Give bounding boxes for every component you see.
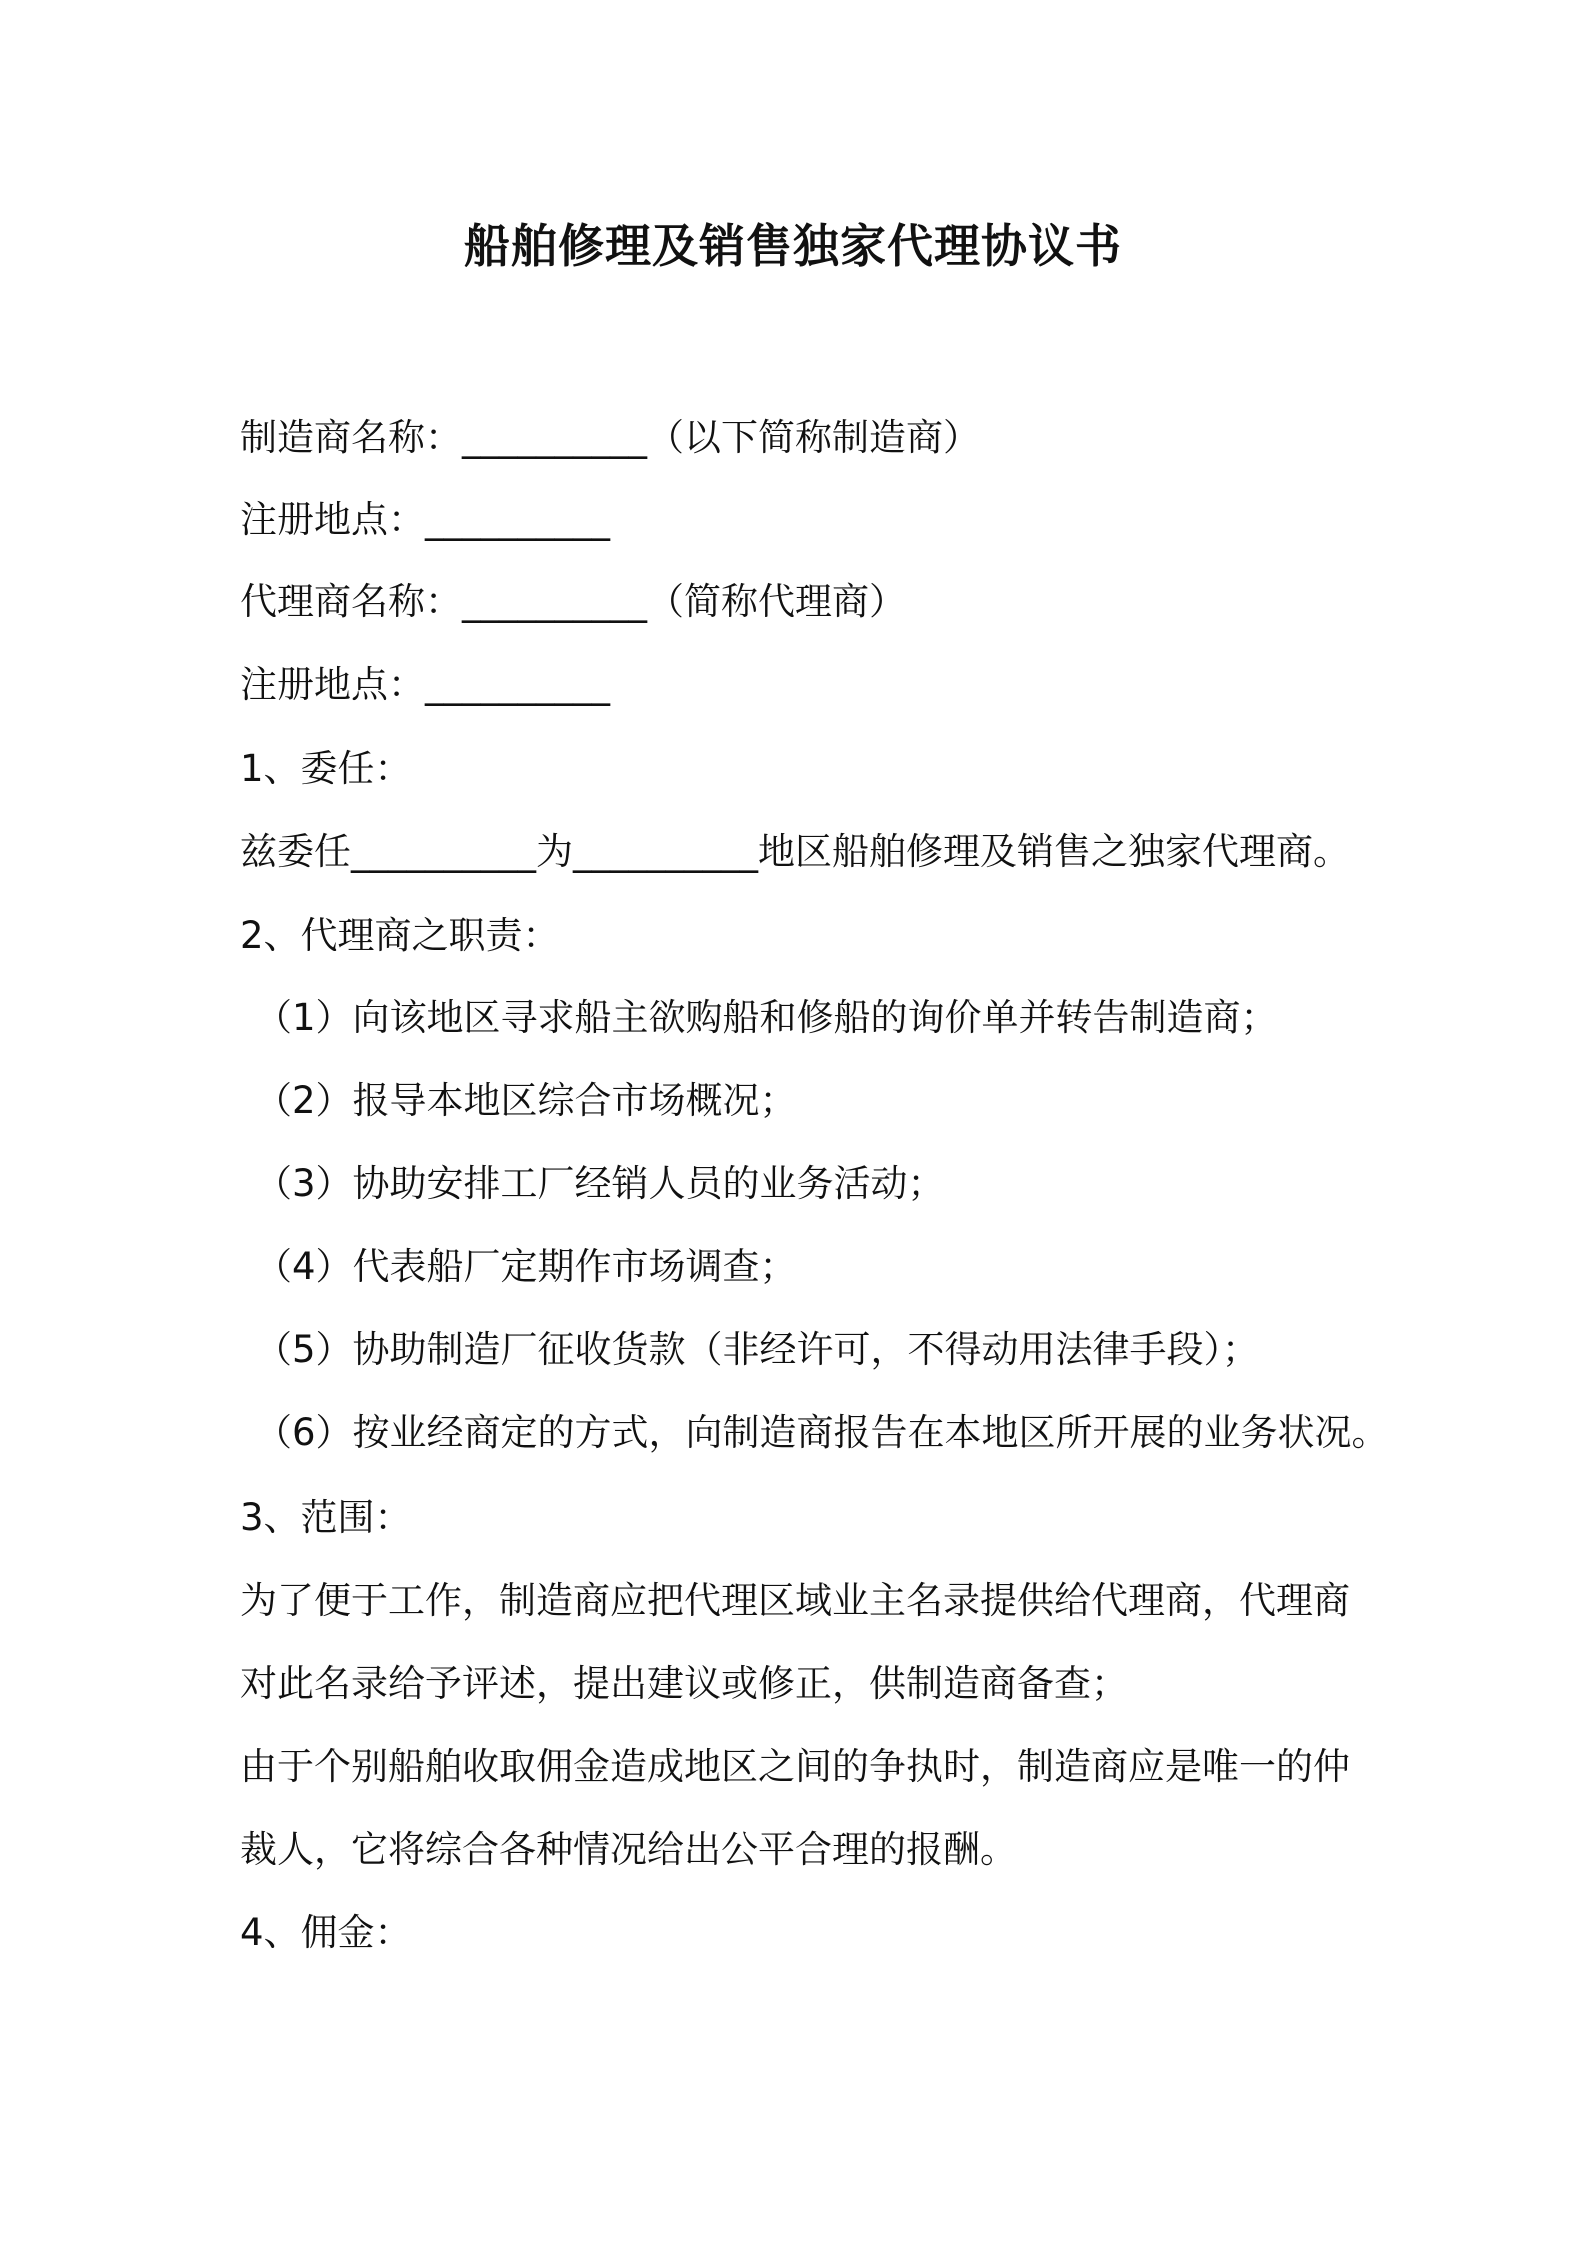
section-2-item-5: （5）协助制造厂征收货款（非经许可，不得动用法律手段）； (255, 1328, 1260, 1371)
agent-address-line: 注册地点：__________ (240, 663, 610, 706)
section-1-body: 兹委任__________为__________地区船舶修理及销售之独家代理商。 (240, 830, 1350, 873)
section-2-item-4: （4）代表船厂定期作市场调查； (255, 1245, 797, 1288)
section-4-heading: 4、佣金： (240, 1911, 412, 1954)
document-title: 船舶修理及销售独家代理协议书 (464, 219, 1122, 273)
section-3-body-line-3: 由于个别船舶收取佣金造成地区之间的争执时，制造商应是唯一的仲 (240, 1745, 1350, 1788)
manufacturer-address-line: 注册地点：__________ (240, 498, 610, 541)
section-3-body-line-1: 为了便于工作，制造商应把代理区域业主名录提供给代理商，代理商 (240, 1579, 1350, 1622)
section-2-item-1: （1）向该地区寻求船主欲购船和修船的询价单并转告制造商； (255, 996, 1278, 1039)
section-2-item-3: （3）协助安排工厂经销人员的业务活动； (255, 1162, 945, 1205)
section-3-heading: 3、范围： (240, 1496, 412, 1539)
agent-name-line: 代理商名称：__________（简称代理商） (240, 580, 906, 623)
manufacturer-name-line: 制造商名称：__________（以下简称制造商） (240, 416, 980, 459)
section-1-heading: 1、委任： (240, 747, 412, 790)
section-2-heading: 2、代理商之职责： (240, 914, 560, 957)
section-3-body-line-2: 对此名录给予评述，提出建议或修正，供制造商备查； (240, 1662, 1128, 1705)
section-3-body-line-4: 裁人，它将综合各种情况给出公平合理的报酬。 (240, 1828, 1017, 1871)
section-2-item-6: （6）按业经商定的方式，向制造商报告在本地区所开展的业务状况。 (255, 1411, 1389, 1454)
section-2-item-2: （2）报导本地区综合市场概况； (255, 1079, 797, 1122)
